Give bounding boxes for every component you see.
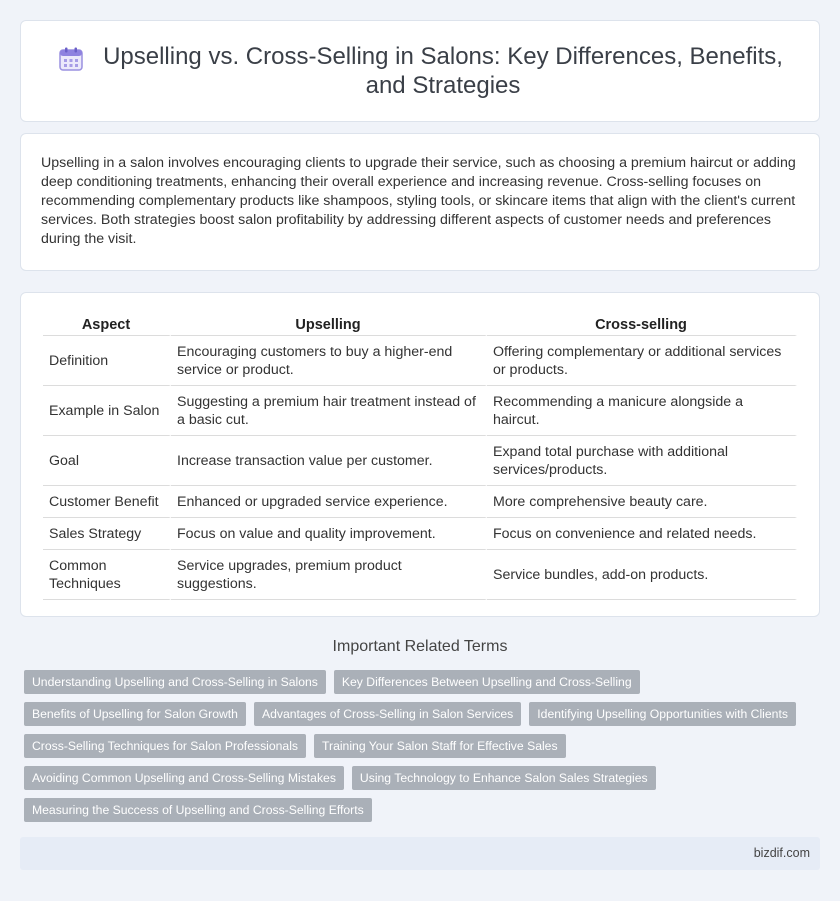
- table-cell: Offering complementary or additional services or products.: [487, 336, 797, 386]
- related-term-tag[interactable]: Benefits of Upselling for Salon Growth: [24, 702, 246, 726]
- related-term-tag[interactable]: Understanding Upselling and Cross-Selling in Salons: [24, 670, 326, 694]
- comparison-table: [43, 313, 797, 600]
- tag-row: [24, 702, 824, 726]
- related-term-tag[interactable]: Cross-Selling Techniques for Salon Professionals: [24, 734, 306, 758]
- table-cell: Enhanced or upgraded service experience.: [171, 486, 487, 518]
- table-cell: Example in Salon: [43, 386, 171, 436]
- table-row: [43, 386, 797, 436]
- tag-row: [24, 734, 824, 758]
- table-cell: Increase transaction value per customer.: [171, 436, 487, 486]
- header-cross-selling: Cross-selling: [487, 313, 797, 336]
- header-card: [20, 20, 820, 122]
- related-term-tag[interactable]: Avoiding Common Upselling and Cross-Selling Mistakes: [24, 766, 344, 790]
- intro-paragraph: Upselling in a salon involves encouraging clients to upgrade their service, such as choosing a premium haircut or adding deep conditioning treatments, enhancing their overall experience and increasing revenue. Cross-selling focuses on recommending complementary products like shampoos, styling tools, or skincare items that align with the client's current services. Both strategies boost salon profitability by addressing different aspects of customer needs and preferences during the visit.: [41, 155, 796, 247]
- calendar-icon: [57, 45, 85, 73]
- related-term-tag[interactable]: Using Technology to Enhance Salon Sales Strategies: [352, 766, 656, 790]
- table-row: [43, 436, 797, 486]
- header-upselling: Upselling: [171, 313, 487, 336]
- tag-row: [24, 670, 824, 694]
- comparison-table-card: [20, 292, 820, 617]
- page-title: Upselling vs. Cross-Selling in Salons: Key Differences, Benefits, and Strategies: [103, 43, 783, 99]
- footer-site-link[interactable]: bizdif.com: [753, 846, 810, 860]
- table-row: [43, 486, 797, 518]
- table-cell: Sales Strategy: [43, 518, 171, 550]
- table-cell: Service bundles, add-on products.: [487, 550, 797, 600]
- header-aspect: Aspect: [43, 313, 171, 336]
- table-cell: Common Techniques: [43, 550, 171, 600]
- table-cell: Suggesting a premium hair treatment instead of a basic cut.: [171, 386, 487, 436]
- related-term-tag[interactable]: Training Your Salon Staff for Effective Sales: [314, 734, 566, 758]
- table-header-row: [43, 313, 797, 336]
- related-terms-list: [24, 670, 824, 830]
- table-cell: Service upgrades, premium product suggestions.: [171, 550, 487, 600]
- table-cell: Recommending a manicure alongside a haircut.: [487, 386, 797, 436]
- related-term-tag[interactable]: Advantages of Cross-Selling in Salon Services: [254, 702, 521, 726]
- table-row: [43, 336, 797, 386]
- table-cell: Definition: [43, 336, 171, 386]
- related-term-tag[interactable]: Identifying Upselling Opportunities with Clients: [529, 702, 796, 726]
- table-cell: Goal: [43, 436, 171, 486]
- tag-row: [24, 766, 824, 790]
- table-cell: Focus on value and quality improvement.: [171, 518, 487, 550]
- intro-card: [20, 133, 820, 271]
- table-cell: More comprehensive beauty care.: [487, 486, 797, 518]
- table-cell: Expand total purchase with additional services/products.: [487, 436, 797, 486]
- related-terms-title: Important Related Terms: [332, 638, 508, 655]
- tag-row: [24, 798, 824, 822]
- related-term-tag[interactable]: Key Differences Between Upselling and Cross-Selling: [334, 670, 640, 694]
- footer: [20, 837, 820, 870]
- table-cell: Customer Benefit: [43, 486, 171, 518]
- table-cell: Focus on convenience and related needs.: [487, 518, 797, 550]
- table-row: [43, 550, 797, 600]
- related-term-tag[interactable]: Measuring the Success of Upselling and Cross-Selling Efforts: [24, 798, 372, 822]
- table-row: [43, 518, 797, 550]
- table-cell: Encouraging customers to buy a higher-end service or product.: [171, 336, 487, 386]
- header: [21, 21, 819, 121]
